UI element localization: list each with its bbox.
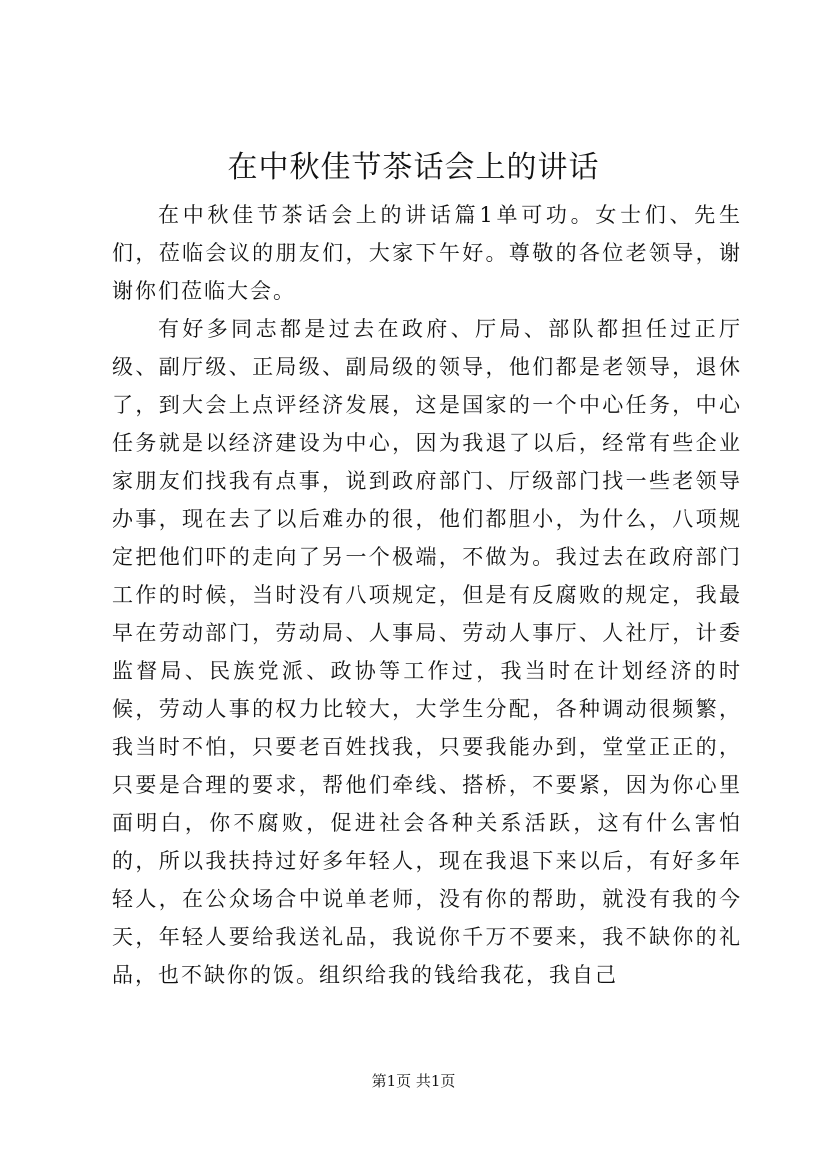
- document-title: 在中秋佳节茶话会上的讲话: [227, 150, 600, 185]
- document-body: [112, 196, 742, 994]
- page-footer: 第1页 共1页: [371, 1072, 456, 1090]
- paragraph-2: 有好多同志都是过去在政府、厅局、部队都担任过正厅级、副厅级、正局级、副局级的领导，他们都是老领导，退休了，到大会上点评经济发展，这是国家的一个中心任务，中心任务就是以经济建设为中心，因为我退了以后，经常有些企业家朋友们找我有点事，说到政府部门、厅级部门找一些老领导办事，现在去了以后难办的很，他们都胆小，为什么，八项规定把他们吓的走向了另一个极端，不做为。我过去在政府部门工作的时候，当时没有八项规定，但是有反腐败的规定，我最早在劳动部门，劳动局、人事局、劳动人事厅、人社厅，计委监督局、民族党派、政协等工作过，我当时在计划经济的时候，劳动人事的权力比较大，大学生分配，各种调动很频繁，我当时不怕，只要老百姓找我，只要我能办到，堂堂正正的，只要是合理的要求，帮他们牵线、搭桥，不要紧，因为你心里面明白，你不腐败，促进社会各种关系活跃，这有什么害怕的，所以我扶持过好多年轻人，现在我退下来以后，有好多年轻人，在公众场合中说单老师，没有你的帮助，就没有我的今天，年轻人要给我送礼品，我说你千万不要来，我不缺你的礼品，也不缺你的饭。组织给我的钱给我花，我自己: [112, 317, 742, 987]
- paragraph-1: 在中秋佳节茶话会上的讲话篇1单可功。女士们、先生们，莅临会议的朋友们，大家下午好。尊敬的各位老领导，谢谢你们莅临大会。: [112, 203, 742, 303]
